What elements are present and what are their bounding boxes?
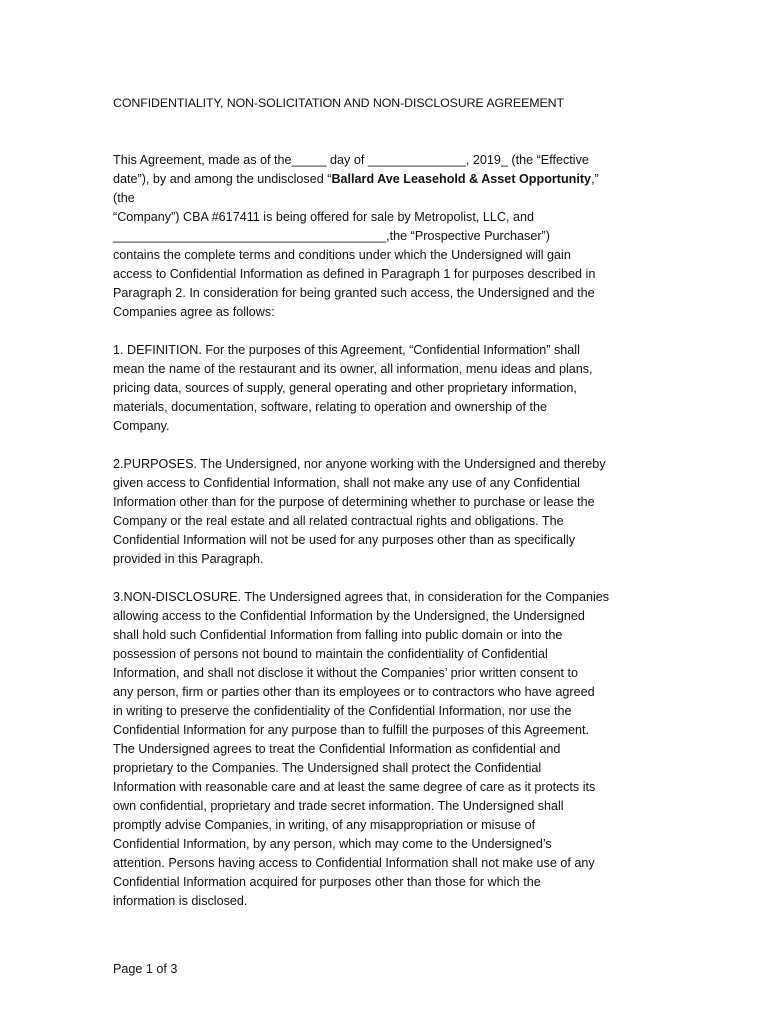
section-line: provided in this Paragraph. [113, 552, 264, 566]
intro-line [113, 170, 673, 189]
section-line: The Undersigned agrees to treat the Confidential Information as confidential and [113, 742, 561, 756]
intro-line: contains the complete terms and conditions under which the Undersigned will gain [113, 248, 571, 262]
section-purposes [113, 455, 673, 569]
paragraph-gap [113, 436, 673, 455]
section-line: attention. Persons having access to Confidential Information shall not make use of any [113, 856, 595, 870]
intro-line: “Company”) CBA #617411 is being offered for sale by Metropolist, LLC, and [113, 210, 534, 224]
section-line: 1. DEFINITION. For the purposes of this Agreement, “Confidential Information” shall [113, 343, 580, 357]
section-definition [113, 341, 673, 436]
page-number: Page 1 of 3 [113, 962, 178, 976]
section-line: Confidential Information for any purpose than to fulfill the purposes of this Agreement. [113, 723, 590, 737]
section-line: Information, and shall not disclose it without the Companies’ prior written consent to [113, 666, 579, 680]
intro-line: access to Confidential Information as defined in Paragraph 1 for purposes described in [113, 267, 596, 281]
intro-line: _______________________________________,the “Prospective Purchaser”) [113, 229, 550, 243]
paragraph-gap [113, 569, 673, 588]
section-line: own confidential, proprietary and trade secret information. The Undersigned shall [113, 799, 564, 813]
section-line: allowing access to the Confidential Information by the Undersigned, the Undersigned [113, 609, 585, 623]
section-line: pricing data, sources of supply, general operating and other proprietary information, [113, 381, 577, 395]
intro-text: ,” [591, 172, 599, 186]
document-title: CONFIDENTIALITY, NON-SOLICITATION AND NON-DISCLOSURE AGREEMENT [113, 96, 564, 110]
section-line: mean the name of the restaurant and its owner, all information, menu ideas and plans, [113, 362, 593, 376]
section-line: promptly advise Companies, in writing, of any misappropriation or misuse of [113, 818, 536, 832]
section-line: 3.NON-DISCLOSURE. The Undersigned agrees that, in consideration for the Companies [113, 590, 610, 604]
section-line: Information other than for the purpose of determining whether to purchase or lease the [113, 495, 595, 509]
section-line: shall hold such Confidential Information from falling into public domain or into the [113, 628, 563, 642]
document-body [113, 151, 673, 911]
section-line: Company or the real estate and all related contractual rights and obligations. The [113, 514, 564, 528]
intro-line: Paragraph 2. In consideration for being granted such access, the Undersigned and the [113, 286, 595, 300]
section-non-disclosure [113, 588, 673, 911]
intro-line: (the [113, 191, 135, 205]
section-line: possession of persons not bound to maintain the confidentiality of Confidential [113, 647, 548, 661]
section-line: Confidential Information will not be used for any purposes other than as specifically [113, 533, 576, 547]
section-line: materials, documentation, software, relating to operation and ownership of the [113, 400, 548, 414]
section-line: in writing to preserve the confidentiality of the Confidential Information, nor use the [113, 704, 572, 718]
intro-paragraph [113, 151, 673, 322]
section-line: Company. [113, 419, 170, 433]
section-line: Confidential Information, by any person, which may come to the Undersigned’s [113, 837, 552, 851]
business-name: Ballard Ave Leasehold & Asset Opportunity [331, 172, 592, 186]
section-line: 2.PURPOSES. The Undersigned, nor anyone working with the Undersigned and thereby [113, 457, 606, 471]
section-line: Information with reasonable care and at least the same degree of care as it protects its [113, 780, 596, 794]
section-line: given access to Confidential Information, shall not make any use of any Confidential [113, 476, 580, 490]
intro-line: This Agreement, made as of the_____ day of ______________, 2019_ (the “Effective [113, 153, 589, 167]
intro-line: Companies agree as follows: [113, 305, 275, 319]
section-line: information is disclosed. [113, 894, 248, 908]
paragraph-gap [113, 322, 673, 341]
section-line: any person, firm or parties other than its employees or to contractors who have agreed [113, 685, 595, 699]
section-line: Confidential Information acquired for purposes other than those for which the [113, 875, 541, 889]
section-line: proprietary to the Companies. The Undersigned shall protect the Confidential [113, 761, 542, 775]
intro-text: date”), by and among the undisclosed “ [113, 172, 332, 186]
